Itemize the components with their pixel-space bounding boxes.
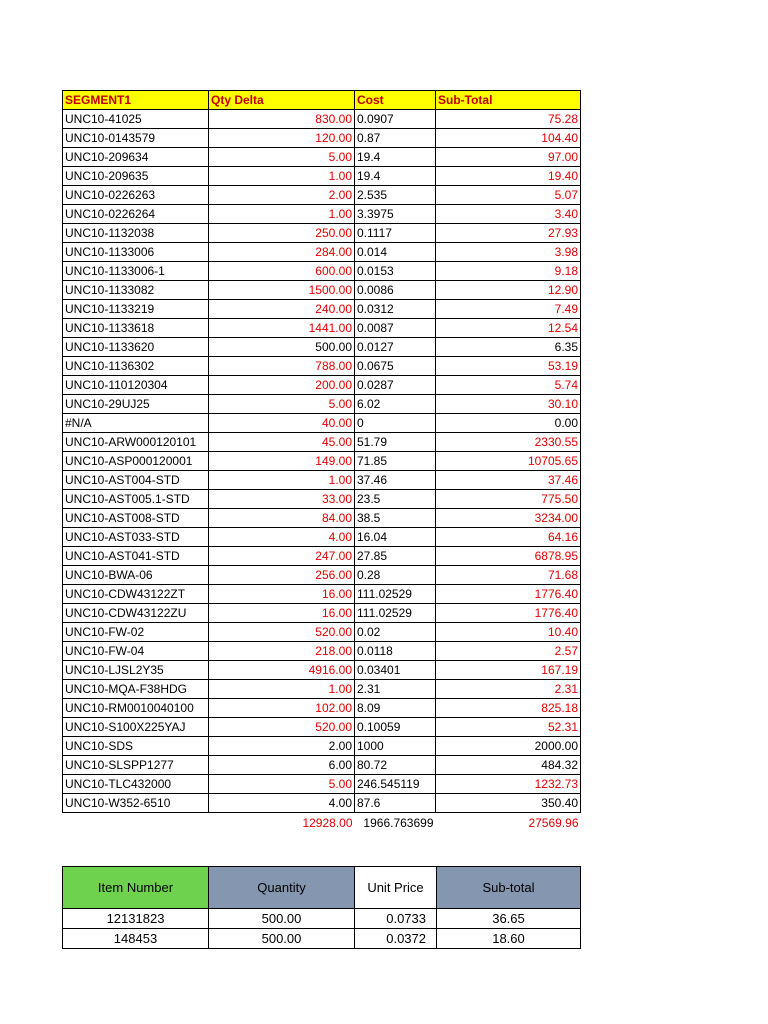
- cell-qty-delta[interactable]: 102.00: [209, 699, 355, 718]
- cell-segment[interactable]: UNC10-29UJ25: [63, 395, 209, 414]
- cell-cost[interactable]: 0.10059: [355, 718, 436, 737]
- cell-cost[interactable]: 16.04: [355, 528, 436, 547]
- cell-qty-delta[interactable]: 84.00: [209, 509, 355, 528]
- table-row: [63, 756, 581, 775]
- cell-sub-total[interactable]: 3.40: [436, 205, 581, 224]
- summary-item-number[interactable]: 12131823: [63, 909, 209, 929]
- cell-qty-delta[interactable]: 1.00: [209, 205, 355, 224]
- segment-table: [62, 90, 581, 833]
- cell-segment[interactable]: UNC10-209635: [63, 167, 209, 186]
- cell-segment[interactable]: UNC10-41025: [63, 110, 209, 129]
- cell-sub-total[interactable]: 2000.00: [436, 737, 581, 756]
- table-row: [63, 338, 581, 357]
- cell-qty-delta[interactable]: 520.00: [209, 718, 355, 737]
- table-row: [63, 395, 581, 414]
- cell-cost[interactable]: 23.5: [355, 490, 436, 509]
- cell-segment[interactable]: UNC10-1132038: [63, 224, 209, 243]
- cell-sub-total[interactable]: 0.00: [436, 414, 581, 433]
- cell-sub-total[interactable]: 10.40: [436, 623, 581, 642]
- cell-qty-delta[interactable]: 2.00: [209, 186, 355, 205]
- header-item-number[interactable]: Item Number: [63, 867, 209, 909]
- cell-sub-total[interactable]: 52.31: [436, 718, 581, 737]
- table-row: [63, 718, 581, 737]
- cell-qty-delta[interactable]: 4.00: [209, 794, 355, 813]
- cell-segment[interactable]: UNC10-SDS: [63, 737, 209, 756]
- cell-cost[interactable]: 27.85: [355, 547, 436, 566]
- table-row: [63, 642, 581, 661]
- cell-sub-total[interactable]: 27.93: [436, 224, 581, 243]
- table-row: [63, 737, 581, 756]
- cell-cost[interactable]: 38.5: [355, 509, 436, 528]
- cell-segment[interactable]: UNC10-1133006-1: [63, 262, 209, 281]
- cell-segment[interactable]: UNC10-209634: [63, 148, 209, 167]
- cell-segment[interactable]: UNC10-FW-02: [63, 623, 209, 642]
- cell-segment[interactable]: UNC10-S100X225YAJ: [63, 718, 209, 737]
- header-sub-total[interactable]: Sub-Total: [436, 91, 581, 110]
- cell-segment[interactable]: UNC10-BWA-06: [63, 566, 209, 585]
- cell-qty-delta[interactable]: 250.00: [209, 224, 355, 243]
- cell-cost[interactable]: 3.3975: [355, 205, 436, 224]
- table-row: [63, 148, 581, 167]
- cell-segment[interactable]: UNC10-CDW43122ZT: [63, 585, 209, 604]
- cell-qty-delta[interactable]: 1441.00: [209, 319, 355, 338]
- header-unit-price[interactable]: Unit Price: [355, 867, 437, 909]
- cell-cost[interactable]: 0.02: [355, 623, 436, 642]
- table-row: [63, 623, 581, 642]
- cell-cost[interactable]: 0.0087: [355, 319, 436, 338]
- cell-segment[interactable]: UNC10-FW-04: [63, 642, 209, 661]
- cell-cost[interactable]: 0.0153: [355, 262, 436, 281]
- cell-sub-total[interactable]: 12.90: [436, 281, 581, 300]
- cell-segment[interactable]: UNC10-W352-6510: [63, 794, 209, 813]
- cell-segment[interactable]: UNC10-0226263: [63, 186, 209, 205]
- cell-cost[interactable]: 2.31: [355, 680, 436, 699]
- totals-row: [63, 813, 581, 833]
- cell-sub-total[interactable]: 2.31: [436, 680, 581, 699]
- cell-sub-total[interactable]: 5.07: [436, 186, 581, 205]
- cell-segment[interactable]: UNC10-LJSL2Y35: [63, 661, 209, 680]
- cell-qty-delta[interactable]: 5.00: [209, 148, 355, 167]
- cell-qty-delta[interactable]: 200.00: [209, 376, 355, 395]
- table-row: [63, 604, 581, 623]
- cell-segment[interactable]: UNC10-1133219: [63, 300, 209, 319]
- cell-segment[interactable]: UNC10-AST041-STD: [63, 547, 209, 566]
- table-row: [63, 186, 581, 205]
- cell-sub-total[interactable]: 167.19: [436, 661, 581, 680]
- cell-cost[interactable]: 111.02529: [355, 604, 436, 623]
- table-row: [63, 262, 581, 281]
- cell-cost[interactable]: 87.6: [355, 794, 436, 813]
- cell-qty-delta[interactable]: 16.00: [209, 604, 355, 623]
- cell-segment[interactable]: UNC10-TLC432000: [63, 775, 209, 794]
- table-row: [63, 680, 581, 699]
- cell-segment[interactable]: UNC10-0143579: [63, 129, 209, 148]
- cell-sub-total[interactable]: 19.40: [436, 167, 581, 186]
- cell-qty-delta[interactable]: 788.00: [209, 357, 355, 376]
- cell-sub-total[interactable]: 104.40: [436, 129, 581, 148]
- table-row: [63, 205, 581, 224]
- cell-qty-delta[interactable]: 218.00: [209, 642, 355, 661]
- cell-cost[interactable]: 246.545119: [355, 775, 436, 794]
- cell-cost[interactable]: 111.02529: [355, 585, 436, 604]
- cell-qty-delta[interactable]: 40.00: [209, 414, 355, 433]
- cell-sub-total[interactable]: 12.54: [436, 319, 581, 338]
- cell-sub-total[interactable]: 1776.40: [436, 585, 581, 604]
- summary-row: [63, 909, 581, 929]
- cell-qty-delta[interactable]: 284.00: [209, 243, 355, 262]
- header-summary-sub-total[interactable]: Sub-total: [437, 867, 581, 909]
- cell-sub-total[interactable]: 64.16: [436, 528, 581, 547]
- table-row: [63, 281, 581, 300]
- table-row: [63, 357, 581, 376]
- table-row: [63, 566, 581, 585]
- total-cost[interactable]: 1966.763699: [363, 815, 434, 830]
- cell-qty-delta[interactable]: 1.00: [209, 167, 355, 186]
- cell-cost[interactable]: 19.4: [355, 148, 436, 167]
- cell-sub-total[interactable]: 1776.40: [436, 604, 581, 623]
- cell-qty-delta[interactable]: 600.00: [209, 262, 355, 281]
- cell-sub-total[interactable]: 71.68: [436, 566, 581, 585]
- cell-qty-delta[interactable]: 247.00: [209, 547, 355, 566]
- cell-qty-delta[interactable]: 1500.00: [209, 281, 355, 300]
- cell-qty-delta[interactable]: 6.00: [209, 756, 355, 775]
- total-subtotal[interactable]: 27569.96: [528, 815, 579, 830]
- cell-cost[interactable]: 0.87: [355, 129, 436, 148]
- cell-sub-total[interactable]: 5.74: [436, 376, 581, 395]
- cell-cost[interactable]: 0.014: [355, 243, 436, 262]
- cell-sub-total[interactable]: 75.28: [436, 110, 581, 129]
- summary-unit-price[interactable]: 0.0372: [355, 929, 437, 949]
- cell-sub-total[interactable]: 2.57: [436, 642, 581, 661]
- table-row: [63, 699, 581, 718]
- table-row: [63, 547, 581, 566]
- cell-segment[interactable]: UNC10-CDW43122ZU: [63, 604, 209, 623]
- cell-segment[interactable]: UNC10-AST005.1-STD: [63, 490, 209, 509]
- totals-label-cell: [63, 813, 209, 833]
- cell-cost[interactable]: 0.03401: [355, 661, 436, 680]
- cell-segment[interactable]: UNC10-ASP000120001: [63, 452, 209, 471]
- table-row: [63, 775, 581, 794]
- cell-sub-total[interactable]: 10705.65: [436, 452, 581, 471]
- table-row: [63, 167, 581, 186]
- total-qty[interactable]: 12928.00: [302, 815, 353, 830]
- header-quantity[interactable]: Quantity: [209, 867, 355, 909]
- table-row: [63, 585, 581, 604]
- cell-segment[interactable]: UNC10-AST033-STD: [63, 528, 209, 547]
- summary-sub-total[interactable]: 36.65: [437, 909, 581, 929]
- table-row: [63, 528, 581, 547]
- cell-segment[interactable]: UNC10-1133620: [63, 338, 209, 357]
- cell-qty-delta[interactable]: 4916.00: [209, 661, 355, 680]
- cell-sub-total[interactable]: 350.40: [436, 794, 581, 813]
- item-summary-table: [62, 866, 581, 949]
- table-row: [63, 471, 581, 490]
- cell-sub-total[interactable]: 37.46: [436, 471, 581, 490]
- cell-cost[interactable]: 1000: [355, 737, 436, 756]
- cell-cost[interactable]: 8.09: [355, 699, 436, 718]
- cell-segment[interactable]: UNC10-1133618: [63, 319, 209, 338]
- summary-quantity[interactable]: 500.00: [209, 909, 355, 929]
- table-row: [63, 414, 581, 433]
- header-segment1[interactable]: SEGMENT1: [63, 91, 209, 110]
- cell-sub-total[interactable]: 1232.73: [436, 775, 581, 794]
- cell-cost[interactable]: 80.72: [355, 756, 436, 775]
- table-row: [63, 129, 581, 148]
- cell-cost[interactable]: 19.4: [355, 167, 436, 186]
- cell-qty-delta[interactable]: 33.00: [209, 490, 355, 509]
- cell-qty-delta[interactable]: 830.00: [209, 110, 355, 129]
- segment-table-header: [63, 91, 581, 110]
- cell-qty-delta[interactable]: 2.00: [209, 737, 355, 756]
- summary-unit-price[interactable]: 0.0733: [355, 909, 437, 929]
- cell-cost[interactable]: 0.0287: [355, 376, 436, 395]
- cell-qty-delta[interactable]: 1.00: [209, 471, 355, 490]
- cell-sub-total[interactable]: 6878.95: [436, 547, 581, 566]
- cell-sub-total[interactable]: 97.00: [436, 148, 581, 167]
- cell-cost[interactable]: 0.0086: [355, 281, 436, 300]
- cell-qty-delta[interactable]: 1.00: [209, 680, 355, 699]
- cell-sub-total[interactable]: 825.18: [436, 699, 581, 718]
- cell-cost[interactable]: 0.0312: [355, 300, 436, 319]
- cell-segment[interactable]: #N/A: [63, 414, 209, 433]
- cell-segment[interactable]: UNC10-ARW000120101: [63, 433, 209, 452]
- table-row: [63, 243, 581, 262]
- cell-cost[interactable]: 0.0675: [355, 357, 436, 376]
- table-row: [63, 319, 581, 338]
- cell-cost[interactable]: 2.535: [355, 186, 436, 205]
- table-row: [63, 300, 581, 319]
- cell-segment[interactable]: UNC10-0226264: [63, 205, 209, 224]
- table-row: [63, 376, 581, 395]
- table-row: [63, 509, 581, 528]
- cell-qty-delta[interactable]: 4.00: [209, 528, 355, 547]
- table-row: [63, 224, 581, 243]
- cell-cost[interactable]: 0.0118: [355, 642, 436, 661]
- cell-segment[interactable]: UNC10-AST004-STD: [63, 471, 209, 490]
- cell-sub-total[interactable]: 3234.00: [436, 509, 581, 528]
- header-cost[interactable]: Cost: [355, 91, 436, 110]
- table-row: [63, 794, 581, 813]
- cell-segment[interactable]: UNC10-1133082: [63, 281, 209, 300]
- cell-cost[interactable]: 0: [355, 414, 436, 433]
- summary-header: [63, 867, 581, 909]
- table-row: [63, 110, 581, 129]
- cell-segment[interactable]: UNC10-AST008-STD: [63, 509, 209, 528]
- table-row: [63, 452, 581, 471]
- cell-qty-delta[interactable]: 16.00: [209, 585, 355, 604]
- header-qty-delta[interactable]: Qty Delta: [209, 91, 355, 110]
- table-row: [63, 661, 581, 680]
- cell-qty-delta[interactable]: 256.00: [209, 566, 355, 585]
- cell-segment[interactable]: UNC10-1136302: [63, 357, 209, 376]
- cell-sub-total[interactable]: 2330.55: [436, 433, 581, 452]
- summary-quantity[interactable]: 500.00: [209, 929, 355, 949]
- cell-cost[interactable]: 0.0127: [355, 338, 436, 357]
- summary-item-number[interactable]: 148453: [63, 929, 209, 949]
- cell-cost[interactable]: 71.85: [355, 452, 436, 471]
- cell-segment[interactable]: UNC10-SLSPP1277: [63, 756, 209, 775]
- cell-sub-total[interactable]: 53.19: [436, 357, 581, 376]
- cell-sub-total[interactable]: 30.10: [436, 395, 581, 414]
- cell-cost[interactable]: 6.02: [355, 395, 436, 414]
- cell-segment[interactable]: UNC10-1133006: [63, 243, 209, 262]
- cell-sub-total[interactable]: 7.49: [436, 300, 581, 319]
- cell-sub-total[interactable]: 775.50: [436, 490, 581, 509]
- table-row: [63, 490, 581, 509]
- cell-cost[interactable]: 37.46: [355, 471, 436, 490]
- cell-segment[interactable]: UNC10-110120304: [63, 376, 209, 395]
- cell-qty-delta[interactable]: 120.00: [209, 129, 355, 148]
- cell-sub-total[interactable]: 9.18: [436, 262, 581, 281]
- cell-qty-delta[interactable]: 45.00: [209, 433, 355, 452]
- table-row: [63, 433, 581, 452]
- summary-sub-total[interactable]: 18.60: [437, 929, 581, 949]
- cell-sub-total[interactable]: 6.35: [436, 338, 581, 357]
- cell-qty-delta[interactable]: 520.00: [209, 623, 355, 642]
- cell-segment[interactable]: UNC10-RM0010040100: [63, 699, 209, 718]
- cell-cost[interactable]: 0.1117: [355, 224, 436, 243]
- cell-sub-total[interactable]: 3.98: [436, 243, 581, 262]
- segment-table-body: [63, 110, 581, 813]
- cell-qty-delta[interactable]: 240.00: [209, 300, 355, 319]
- cell-qty-delta[interactable]: 500.00: [209, 338, 355, 357]
- cell-cost[interactable]: 51.79: [355, 433, 436, 452]
- cell-qty-delta[interactable]: 149.00: [209, 452, 355, 471]
- summary-row: [63, 929, 581, 949]
- cell-qty-delta[interactable]: 5.00: [209, 395, 355, 414]
- cell-qty-delta[interactable]: 5.00: [209, 775, 355, 794]
- cell-sub-total[interactable]: 484.32: [436, 756, 581, 775]
- cell-cost[interactable]: 0.28: [355, 566, 436, 585]
- cell-segment[interactable]: UNC10-MQA-F38HDG: [63, 680, 209, 699]
- cell-cost[interactable]: 0.0907: [355, 110, 436, 129]
